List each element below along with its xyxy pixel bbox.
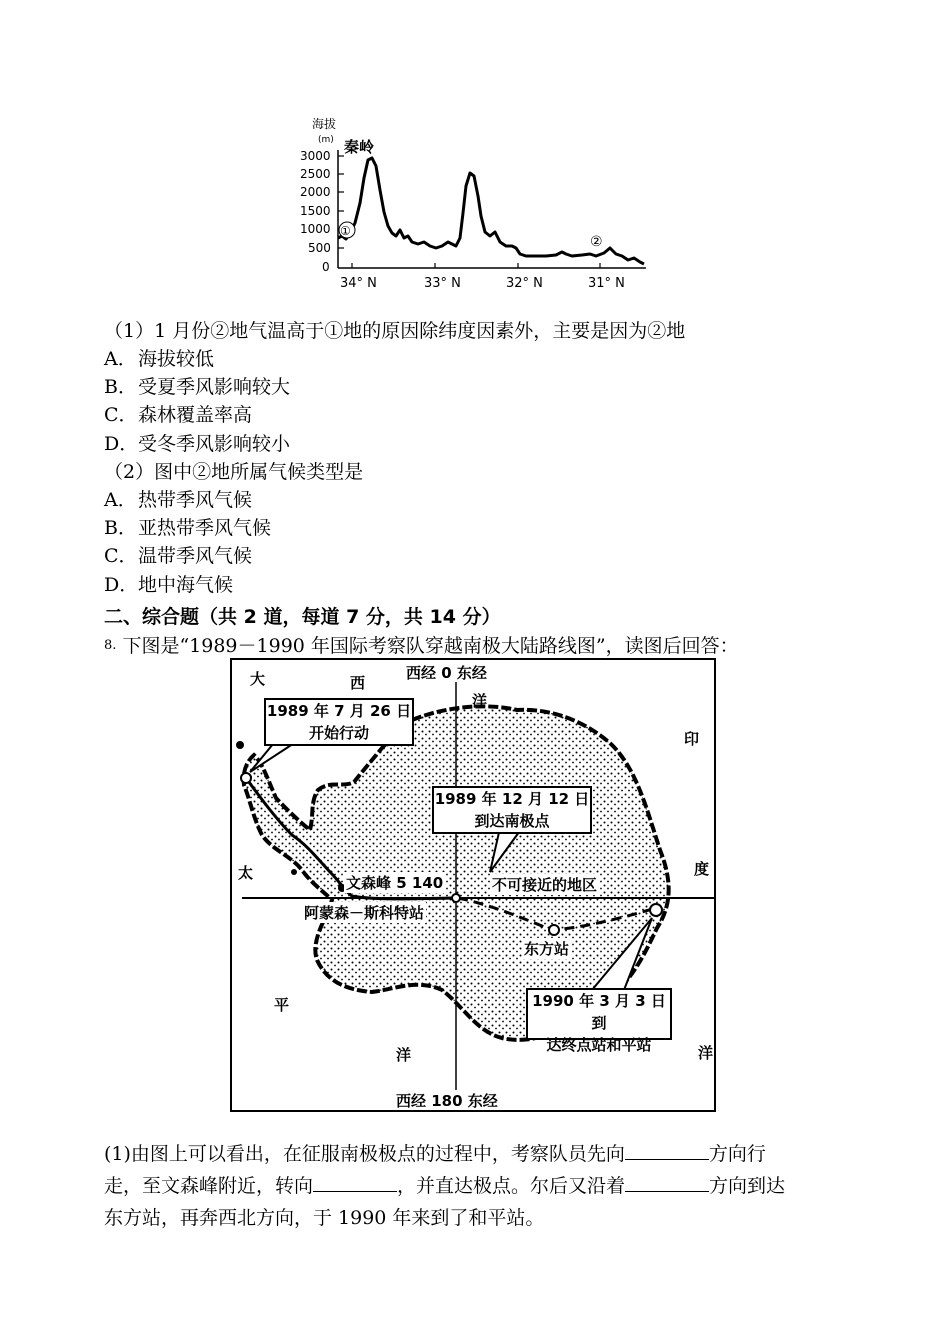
vostok-station-marker [549,925,559,935]
option-text: 海拔较低 [138,348,215,370]
question-1-stem: （1）1 月份②地气温高于①地的原因除纬度因素外，主要是因为②地 [104,320,686,342]
option-text: 热带季风气候 [138,489,253,511]
option-letter: B． [104,376,137,398]
callout-pole-line1: 1989 年 12 月 12 日 [434,790,590,808]
option-text: 地中海气候 [138,574,234,596]
ocean-label: 平 [274,996,290,1014]
section-2-title: 二、综合题（共 2 道，每道 7 分，共 14 分） [104,606,501,628]
callout-start [264,698,414,746]
question-2-option-c[interactable] [104,543,252,569]
map-bottom-label: 西经 180 东经 [396,1092,498,1110]
island [236,741,244,749]
ocean-label: 大 [250,670,266,688]
ocean-label: 太 [238,864,254,882]
island [291,869,297,875]
option-letter: D． [104,433,139,455]
map-top-label: 西经 0 东经 [406,664,487,682]
option-letter: B． [104,517,137,539]
end-station-marker [650,904,662,916]
callout-pole [432,786,592,834]
vinson-massif-label: 文森峰 5 140 [346,874,444,892]
start-point-marker [241,773,251,783]
amundsen-scott-station-label: 阿蒙森－斯科特站 [304,904,425,922]
ocean-label: 洋 [396,1046,412,1064]
y-tick-label: 1500 [300,204,331,218]
option-letter: A． [104,348,137,370]
question-2-option-d[interactable] [104,572,233,598]
question-2-stem: （2）图中②地所属气候类型是 [104,461,364,483]
option-text: 受冬季风影响较小 [138,433,291,455]
question-8-1-line1 [104,1138,766,1170]
text-segment: 方向到达 [709,1175,786,1197]
x-tick-label: 33° N [424,276,461,291]
y-tick-label: 2500 [300,167,331,181]
question-2-option-a[interactable] [104,487,252,513]
option-letter: C． [104,545,138,567]
callout-pole-line2: 到达南极点 [474,812,550,830]
south-pole-marker [452,894,460,902]
question-8-1-line2 [104,1170,785,1202]
x-tick-label: 34° N [340,276,377,291]
question-2-option-b[interactable] [104,515,271,541]
x-tick-label: 31° N [588,276,625,291]
callout-end-line1: 1990 年 3 月 3 日到 [532,992,666,1032]
callout-start-line2: 开始行动 [308,724,369,742]
question-8-text: 下图是“1989－1990 年国际考察队穿越南极大陆路线图”，读图后回答： [122,635,739,657]
antarctica-route-map [230,658,716,1112]
point2-label: ② [590,234,603,250]
y-tick-label: 0 [322,260,330,274]
question-number: 8. [104,638,117,653]
y-tick-label: 3000 [300,149,331,163]
y-tick-label: 500 [308,241,331,255]
option-text: 温带季风气候 [138,545,253,567]
question-1-option-b[interactable] [104,374,290,400]
ocean-label: 印 [684,730,700,748]
question-1-option-d[interactable] [104,431,290,457]
y-tick-label: 2000 [300,185,331,199]
vostok-station-label: 东方站 [524,940,570,958]
text-segment: (1)由图上可以看出，在征服南极极点的过程中，考察队员先向 [104,1143,625,1165]
inaccessible-region-label: 不可接近的地区 [492,876,598,894]
option-text: 受夏季风影响较大 [138,376,291,398]
option-letter: A． [104,489,137,511]
elevation-profile-chart [300,108,660,298]
peak-label: 秦岭 [344,138,375,156]
y-tick-label: 1000 [300,222,331,236]
question-1-option-a[interactable] [104,346,214,372]
option-letter: C． [104,404,138,426]
text-segment: ，并直达极点。尔后又沿着 [397,1175,626,1197]
text-segment: 方向行 [708,1143,766,1165]
answer-blank[interactable] [625,1139,709,1160]
option-text: 森林覆盖率高 [138,404,253,426]
point1-label: ① [340,224,351,238]
callout-end [526,988,672,1054]
ocean-label: 度 [694,860,710,878]
y-axis-unit: (m) [318,135,334,145]
ocean-label: 洋 [698,1044,714,1062]
y-axis-title: 海拔 [312,117,337,131]
ocean-label: 洋 [472,692,488,710]
question-1-option-c[interactable] [104,402,252,428]
question-8-stem [104,633,739,659]
option-letter: D． [104,574,139,596]
question-8-1-line3: 东方站，再奔西北方向，于 1990 年来到了和平站。 [104,1207,545,1229]
option-text: 亚热带季风气候 [138,517,272,539]
callout-end-line2: 达终点站和平站 [546,1036,652,1054]
x-tick-label: 32° N [506,276,543,291]
ocean-label: 西 [350,674,366,692]
answer-blank[interactable] [625,1171,709,1192]
answer-blank[interactable] [313,1171,397,1192]
text-segment: 走，至文森峰附近，转向 [104,1175,314,1197]
callout-start-line1: 1989 年 7 月 26 日 [266,702,412,720]
